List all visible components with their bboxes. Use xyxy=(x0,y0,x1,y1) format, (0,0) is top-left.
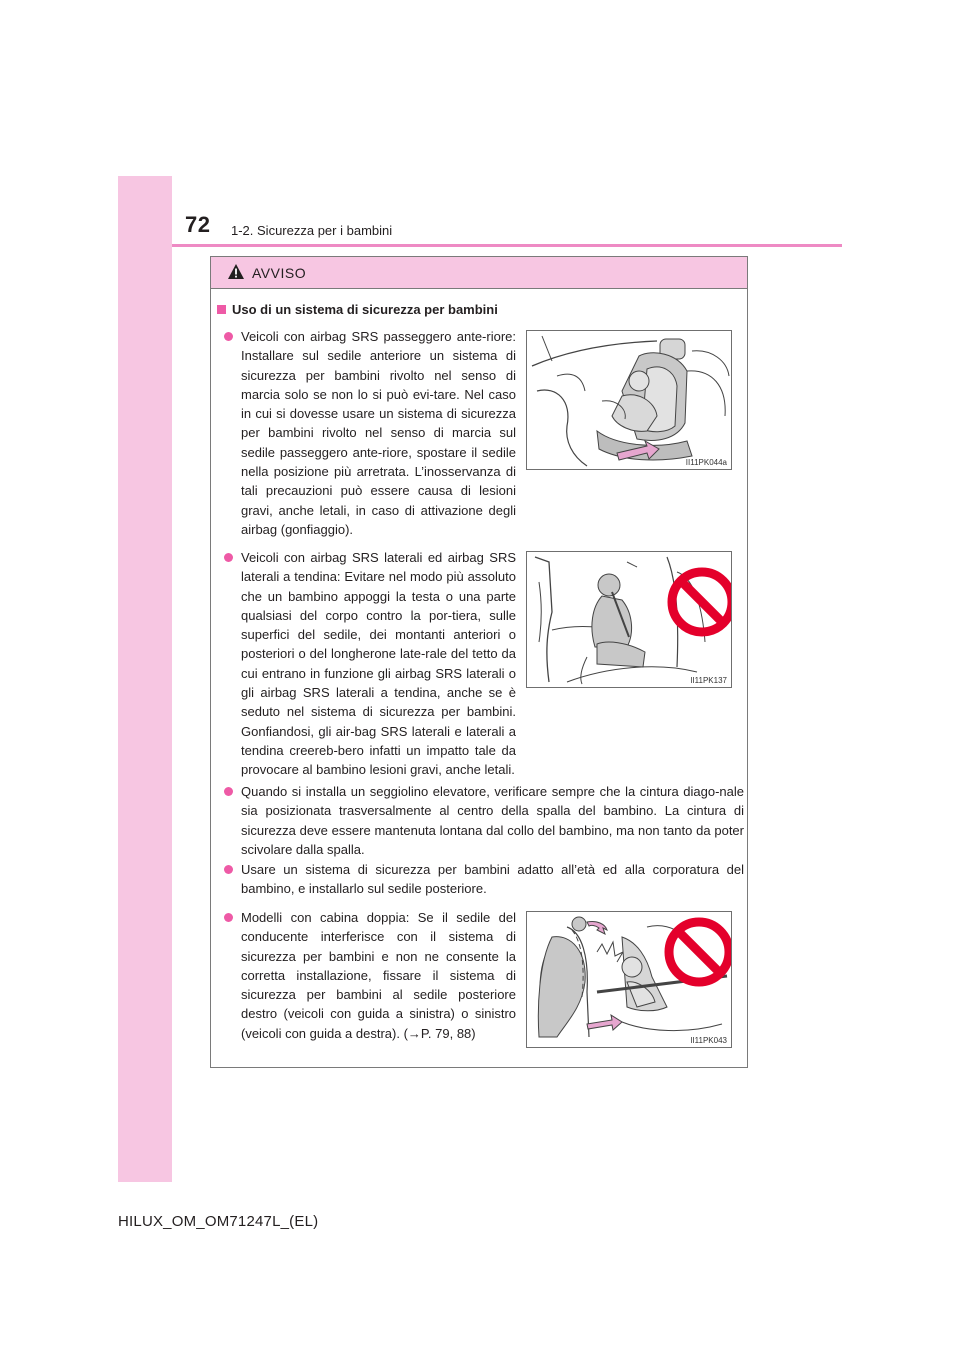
warning-header xyxy=(211,257,747,289)
warning-subheading xyxy=(217,302,498,317)
header-rule xyxy=(172,244,842,247)
warning-triangle-icon xyxy=(227,263,245,280)
circle-bullet-icon xyxy=(224,913,233,922)
illustration-code: II11PK044a xyxy=(685,458,727,467)
circle-bullet-icon xyxy=(224,787,233,796)
circle-bullet-icon xyxy=(224,332,233,341)
illustration-front-child-seat xyxy=(526,330,732,470)
illustration-double-cab-warning xyxy=(526,911,732,1048)
list-item-text: Quando si installa un seggiolino elevatore, verificare sempre che la cintura diago-nale sia posizionata trasversalmente al centro della spalla del bambino. La cintura di sicurezza deve essere mantenuta lontana dal collo del bambino, ma non tanto da poter scivolare dalla spalla. xyxy=(241,784,744,857)
list-item-text: Veicoli con airbag SRS laterali ed airbag SRS laterali a tendina: Evitare nel modo più assoluto che un bambino appoggi la testa o una parte qualsiasi del corpo contro la por-tiera, sulle superfici del sedile, dei montanti anteriori o posteriori o del longherone late-rale del tetto da cui entrano in funzione gli airbag SRS laterali o gli airbag SRS laterali a tendina, anche se è seduto nel sistema di sicurezza per bambini. Gonfiandosi, gli air-bag SRS laterali e laterali a tendina creereb-bero infatti un impatto tale da provocare al bambino lesioni gravi, anche letali. xyxy=(241,550,516,778)
list-item xyxy=(224,548,516,780)
page-number: 72 xyxy=(185,212,211,237)
circle-bullet-icon xyxy=(224,553,233,562)
side-color-strip xyxy=(118,176,172,1182)
list-item xyxy=(224,860,744,899)
illustration-side-airbag-warning xyxy=(526,551,732,688)
list-item xyxy=(224,327,516,539)
list-item xyxy=(224,908,516,1043)
list-item-text: Veicoli con airbag SRS passeggero ante-riore: Installare sul sedile anteriore un sistema di sicurezza per bambini rivolto nel senso di marcia solo se non lo si può evi-tare. Nel caso in cui si dovesse usare un sistema di sicurezza per bambini rivolto nel senso di marcia sul sedile passeggero ante-riore, spostare il sedile nella posizione più arretrata. L’inosservanza di tali precauzioni può essere causa di lesioni gravi, anche letali, in caso di attivazione degli airbag (gonfiaggio). xyxy=(241,329,516,537)
section-title: 1-2. Sicurezza per i bambini xyxy=(231,223,393,238)
square-bullet-icon xyxy=(217,305,226,314)
list-item xyxy=(224,782,744,859)
circle-bullet-icon xyxy=(224,865,233,874)
warning-title: AVVISO xyxy=(252,265,307,281)
illustration-code: II11PK137 xyxy=(690,676,727,685)
illustration-code: II11PK043 xyxy=(690,1036,727,1045)
footer-doc-code: HILUX_OM_OM71247L_(EL) xyxy=(118,1213,319,1230)
warning-subheading-text: Uso di un sistema di sicurezza per bambini xyxy=(232,302,498,317)
warning-box xyxy=(210,256,748,1068)
list-item-text: Usare un sistema di sicurezza per bambini adatto all’età ed alla corporatura del bambino, e installarlo sul sedile posteriore. xyxy=(241,862,744,897)
list-item-text: Modelli con cabina doppia: Se il sedile del conducente interferisce con il sistema di sicurezza per bambini e non ne consente la corretta installazione, fissare il sistema di sicurezza per bambini al sedile posteriore destro (veicoli con guida a sinistra) o sinistro (veicoli con guida a destra). (→P. 79, 88) xyxy=(241,910,516,1041)
